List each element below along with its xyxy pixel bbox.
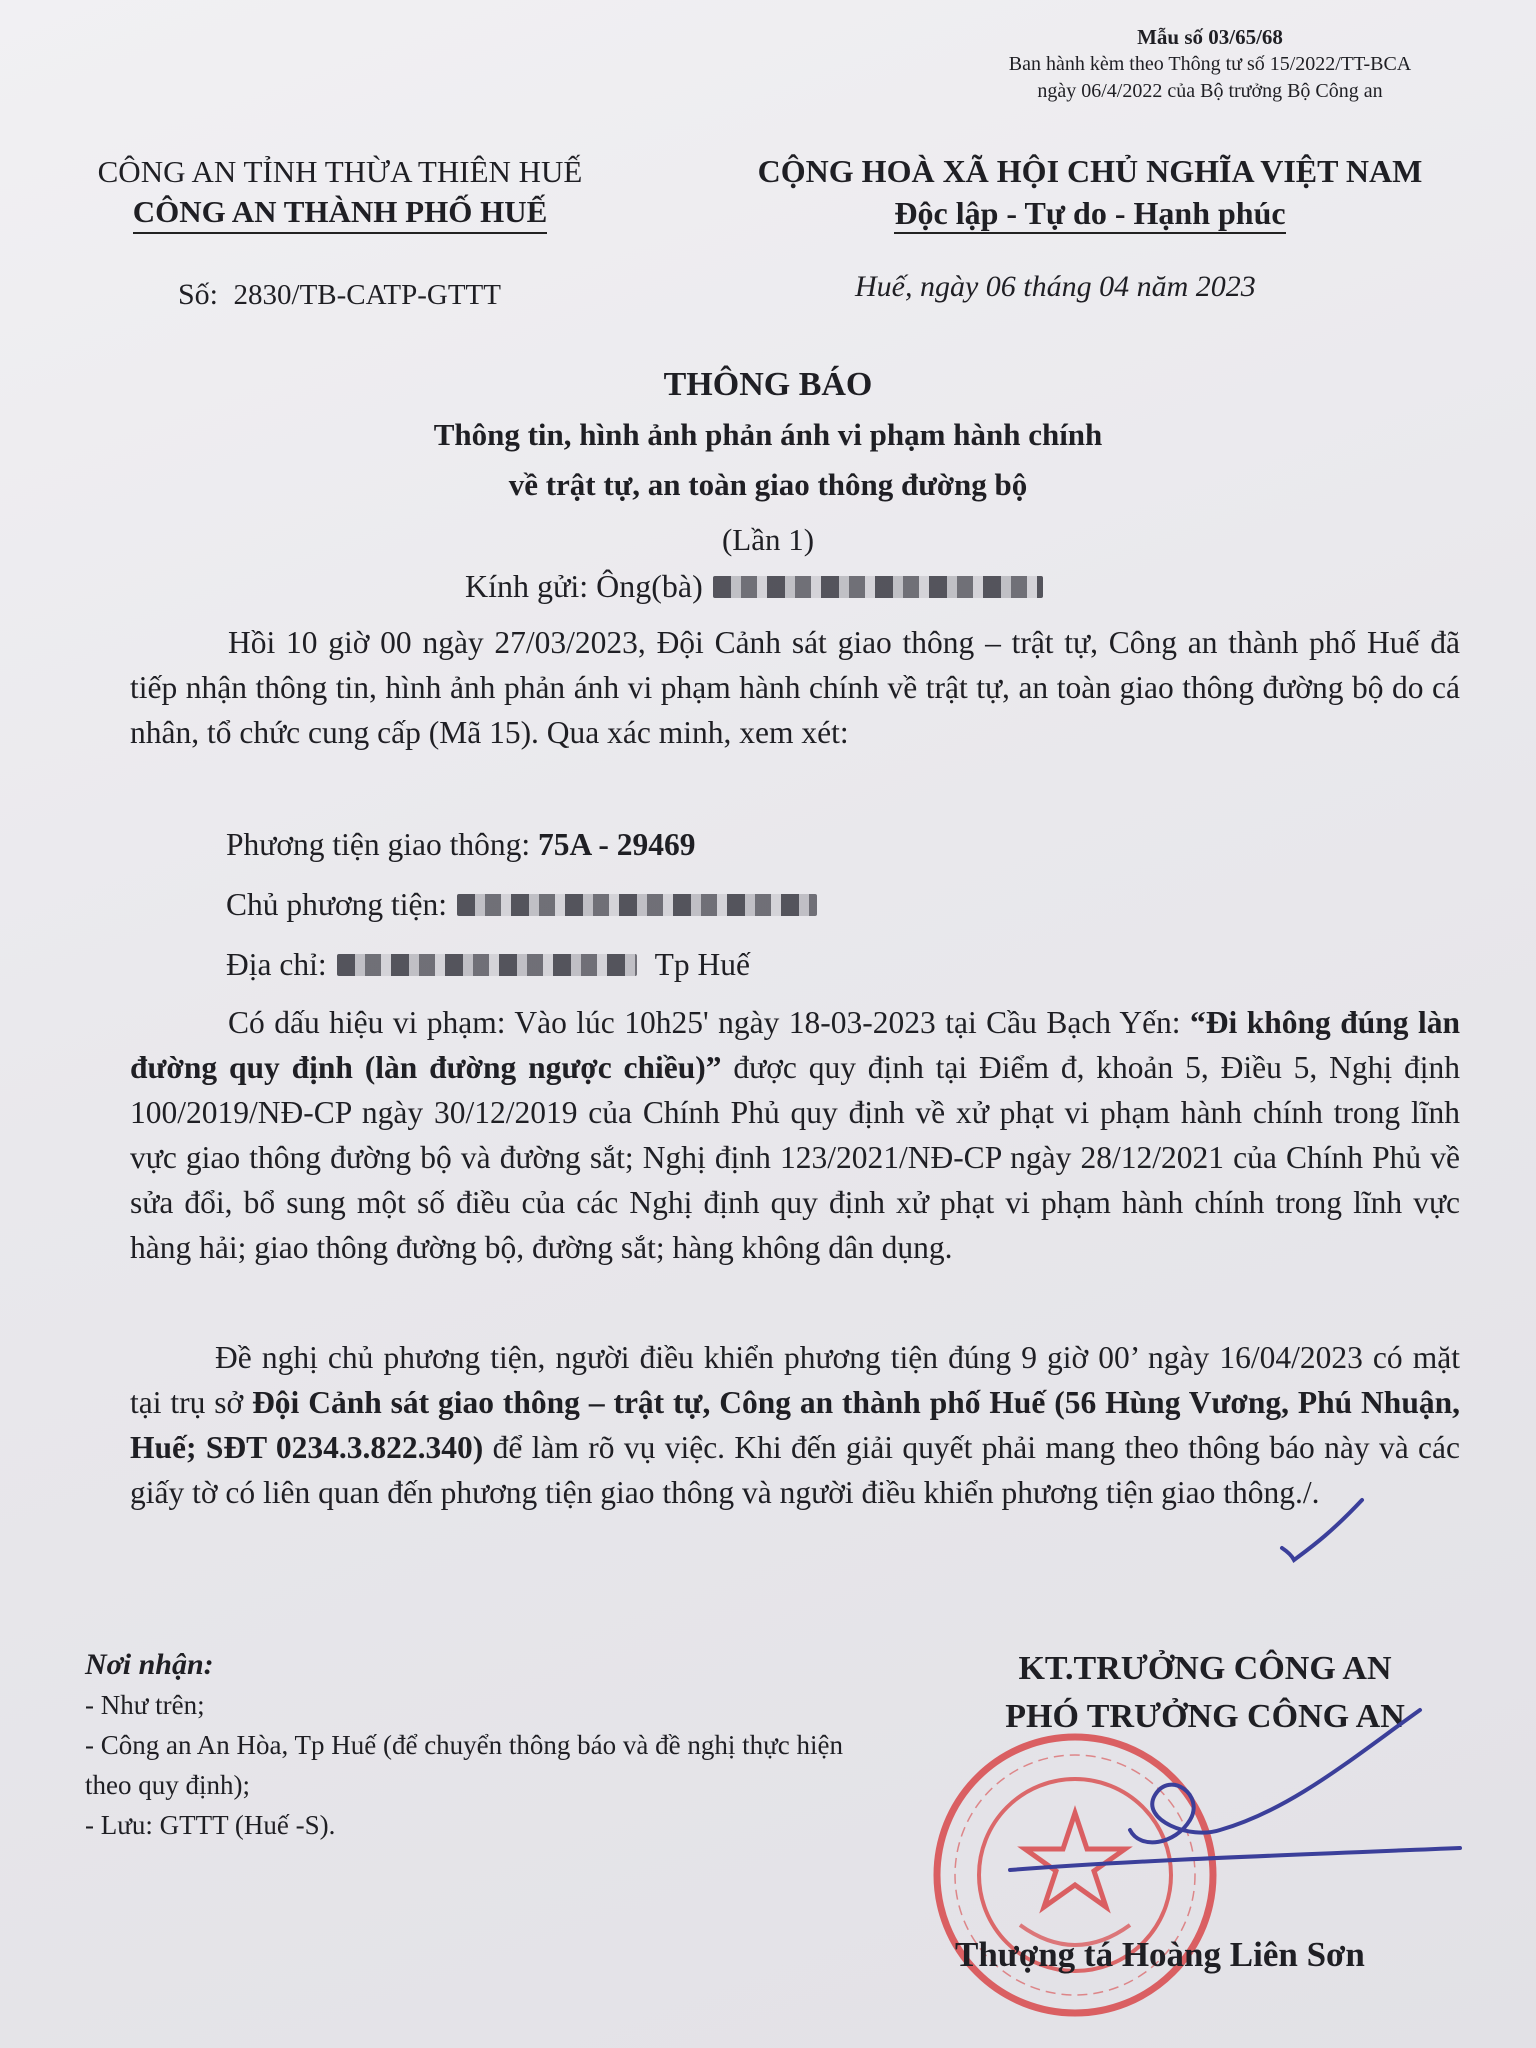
- issuer-header: [60, 152, 620, 234]
- title-round: (Lần 1): [721, 522, 815, 557]
- national-name: CỘNG HOÀ XÃ HỘI CHỦ NGHĨA VIỆT NAM: [757, 153, 1423, 189]
- vehicle-label: Phương tiện giao thông:: [226, 827, 531, 862]
- vehicle-plate: 75A - 29469: [537, 827, 696, 862]
- national-header: [690, 150, 1490, 234]
- handwritten-signature-icon: [990, 1700, 1470, 1920]
- field-vehicle: [226, 815, 695, 875]
- field-owner: [226, 875, 817, 935]
- document-number-label: Số:: [178, 278, 219, 311]
- receivers-block: [85, 1645, 845, 1845]
- signature-line2: PHÓ TRƯỞNG CÔNG AN: [1005, 1698, 1405, 1735]
- paragraph-violation: [130, 1000, 1460, 1270]
- paragraph-intro: Hồi 10 giờ 00 ngày 27/03/2023, Đội Cảnh sát giao thông – trật tự, Công an thành phố Huế đã tiếp nhận thông tin, hình ảnh phản ánh vi phạm hành chính về trật tự, an toàn giao thông đường bộ do cá nhân, tổ chức cung cấp (Mã 15). Qua xác minh, xem xét:: [130, 625, 1460, 750]
- form-ref-line2: ngày 06/4/2022 của Bộ trưởng Bộ Công an: [1037, 80, 1383, 102]
- redacted-recipient-name: [713, 576, 1043, 598]
- receivers-heading: Nơi nhận:: [85, 1648, 214, 1681]
- signer-name: Thượng tá Hoàng Liên Sơn: [955, 1935, 1365, 1974]
- signature-line1: KT.TRƯỞNG CÔNG AN: [1018, 1650, 1392, 1687]
- address-label: Địa chỉ:: [226, 947, 327, 982]
- issuer-unit: CÔNG AN THÀNH PHỐ HUẾ: [133, 192, 548, 234]
- title-sub2: về trật tự, an toàn giao thông đường bộ: [508, 467, 1028, 502]
- address-city: Tp Huế: [654, 947, 750, 982]
- redacted-owner-name: [457, 894, 817, 916]
- document-date: Huế, ngày 06 tháng 04 năm 2023: [855, 270, 1256, 303]
- field-address: [226, 935, 750, 995]
- request-rest: để làm rõ vụ việc. Khi đến giải quyết phải mang theo thông báo này và các giấy tờ có liên quan đến phương tiện giao thông và người điều khiển phương tiện giao thông./.: [130, 1430, 1460, 1510]
- document-number-value: 2830/TB-CATP-GTTT: [233, 279, 501, 311]
- form-ref-line1: Ban hành kèm theo Thông tư số 15/2022/TT-BCA: [1008, 53, 1412, 75]
- recipient-line: [465, 568, 1043, 605]
- receiver-item: - Như trên;: [85, 1690, 205, 1720]
- violation-legal-basis: được quy định tại Điểm đ, khoản 5, Điều 5, Nghị định 100/2019/NĐ-CP ngày 30/12/2019 của Chính Phủ quy định về xử phạt vi phạm hành chính trong lĩnh vực giao thông đường bộ và đường sắt; Nghị định 123/2021/NĐ-CP ngày 28/12/2021 của Chính Phủ về sửa đổi, bổ sung một số điều của các Nghị định quy định xử phạt vi phạm hành chính trong lĩnh vực hàng hải; giao thông đường bộ, đường sắt; hàng không dân dụng.: [130, 1050, 1460, 1265]
- document-number: [178, 278, 501, 312]
- paragraph-request: [130, 1335, 1460, 1515]
- form-number: Mẫu số 03/65/68: [1137, 25, 1283, 49]
- request-lead: Đề nghị chủ phương tiện, người điều khiển phương tiện đúng 9 giờ 00’ ngày 16/04/2023 có mặt tại trụ sở: [130, 1340, 1460, 1420]
- request-place: Đội Cảnh sát giao thông – trật tự, Công an thành phố Huế (56 Hùng Vương, Phú Nhuận, Huế; SĐT 0234.3.822.340): [130, 1385, 1460, 1465]
- check-mark-icon: [1270, 1490, 1400, 1570]
- owner-label: Chủ phương tiện:: [226, 887, 447, 922]
- redacted-address: [337, 954, 637, 976]
- receiver-item: - Công an An Hòa, Tp Huế (để chuyển thông báo và đề nghị thực hiện theo quy định);: [85, 1730, 843, 1800]
- title-main: THÔNG BÁO: [663, 366, 873, 403]
- violation-description: “Đi không đúng làn đường quy định (làn đường ngược chiều)”: [130, 1005, 1460, 1085]
- national-motto: Độc lập - Tự do - Hạnh phúc: [894, 194, 1285, 234]
- violation-lead: Có dấu hiệu vi phạm: Vào lúc 10h25' ngày 18-03-2023 tại Cầu Bạch Yến:: [228, 1005, 1181, 1040]
- recipient-label: Kính gửi: Ông(bà): [465, 568, 703, 604]
- title-sub1: Thông tin, hình ảnh phản ánh vi phạm hành chính: [433, 417, 1103, 452]
- form-reference: [890, 24, 1530, 105]
- issuer-parent: CÔNG AN TỈNH THỪA THIÊN HUẾ: [97, 154, 583, 189]
- receiver-item: - Lưu: GTTT (Huế -S).: [85, 1810, 336, 1840]
- document-title: [0, 360, 1536, 570]
